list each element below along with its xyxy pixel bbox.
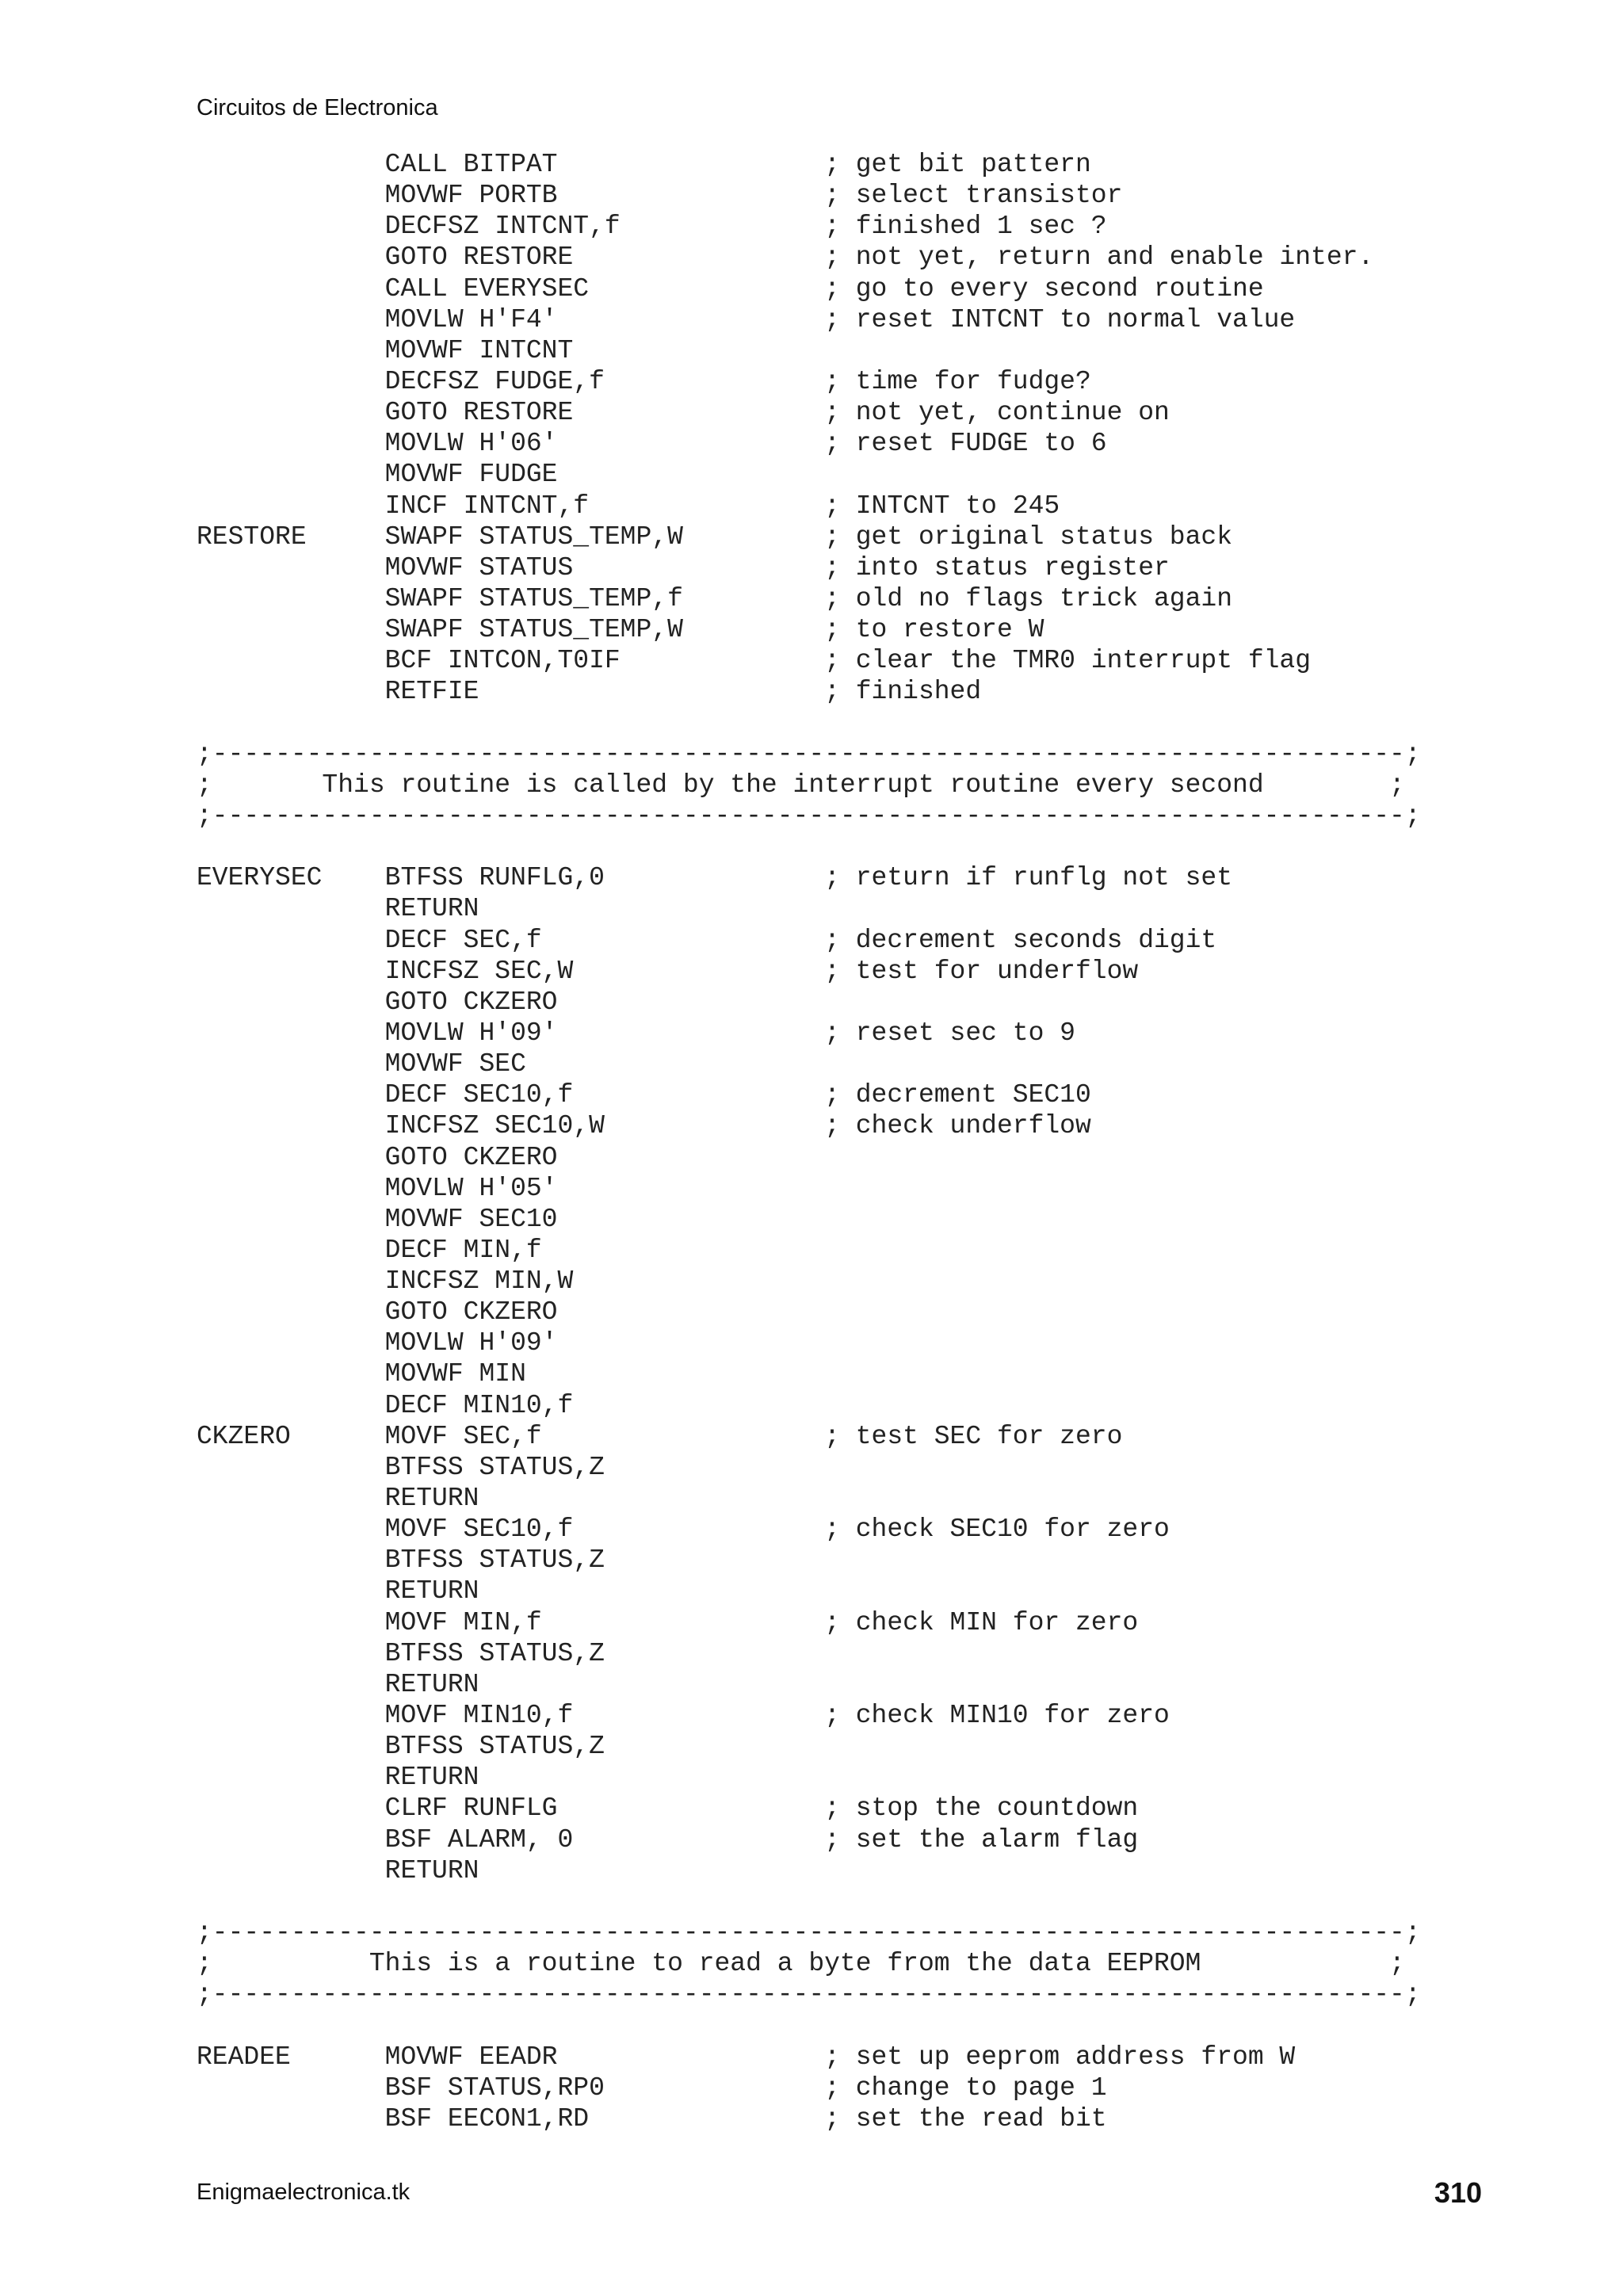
code-line: INCFSZ SEC,W ; test for underflow bbox=[197, 956, 1139, 986]
code-line: SWAPF STATUS_TEMP,W ; to restore W bbox=[197, 615, 1044, 645]
code-line bbox=[197, 1886, 1421, 1917]
code-line: MOVF MIN,f ; check MIN for zero bbox=[197, 1607, 1139, 1637]
code-line: DECF SEC10,f ; decrement SEC10 bbox=[197, 1080, 1091, 1110]
code-line: CALL EVERYSEC ; go to every second routine bbox=[197, 273, 1264, 304]
code-line: BTFSS STATUS,Z bbox=[197, 1732, 605, 1762]
code-line: MOVWF INTCNT bbox=[197, 335, 574, 365]
code-line: MOVWF MIN bbox=[197, 1359, 526, 1389]
code-line: DECFSZ FUDGE,f ; time for fudge? bbox=[197, 366, 1091, 396]
code-line: RETURN bbox=[197, 1855, 479, 1885]
code-line: RETURN bbox=[197, 1669, 479, 1699]
code-line: EVERYSEC BTFSS RUNFLG,0 ; return if runflg not set bbox=[197, 863, 1233, 893]
code-line: ;----------------------------------------------------------------------------; bbox=[197, 800, 1421, 831]
code-line: GOTO CKZERO bbox=[197, 987, 558, 1017]
page-number: 310 bbox=[1434, 2176, 1482, 2209]
footer-site: Enigmaelectronica.tk bbox=[197, 2179, 411, 2205]
code-line: ; This routine is called by the interrupt routine every second ; bbox=[197, 770, 1405, 800]
code-line: GOTO CKZERO bbox=[197, 1297, 558, 1328]
code-line: CLRF RUNFLG ; stop the countdown bbox=[197, 1794, 1139, 1824]
code-line: MOVLW H'09' ; reset sec to 9 bbox=[197, 1018, 1075, 1048]
code-line: ;----------------------------------------------------------------------------; bbox=[197, 1980, 1421, 2010]
code-line: INCFSZ SEC10,W ; check underflow bbox=[197, 1111, 1091, 1141]
code-line: MOVLW H'F4' ; reset INTCNT to normal value bbox=[197, 304, 1296, 334]
code-line: RESTORE SWAPF STATUS_TEMP,W ; get original status back bbox=[197, 521, 1233, 552]
code-line: BSF STATUS,RP0 ; change to page 1 bbox=[197, 2073, 1107, 2103]
code-line: DECF SEC,f ; decrement seconds digit bbox=[197, 925, 1217, 955]
code-line: RETURN bbox=[197, 1484, 479, 1514]
code-line: READEE MOVWF EEADR ; set up eeprom address from W bbox=[197, 2042, 1296, 2072]
code-line: GOTO RESTORE ; not yet, continue on bbox=[197, 398, 1170, 428]
code-line: CKZERO MOVF SEC,f ; test SEC for zero bbox=[197, 1421, 1123, 1451]
code-line: ;----------------------------------------------------------------------------; bbox=[197, 1918, 1421, 1948]
code-line bbox=[197, 708, 1421, 739]
code-line: MOVLW H'09' bbox=[197, 1328, 558, 1358]
code-line: MOVLW H'06' ; reset FUDGE to 6 bbox=[197, 429, 1107, 459]
code-listing bbox=[197, 149, 1421, 2134]
code-line: INCFSZ MIN,W bbox=[197, 1266, 574, 1297]
code-line bbox=[197, 2010, 1421, 2041]
code-line: BTFSS STATUS,Z bbox=[197, 1638, 605, 1668]
code-line: BTFSS STATUS,Z bbox=[197, 1545, 605, 1576]
code-line: RETURN bbox=[197, 1576, 479, 1606]
code-line: MOVLW H'05' bbox=[197, 1173, 558, 1203]
code-line: DECF MIN10,f bbox=[197, 1390, 574, 1420]
code-line: DECF MIN,f bbox=[197, 1235, 542, 1265]
code-line: ;----------------------------------------------------------------------------; bbox=[197, 739, 1421, 769]
code-line: DECFSZ INTCNT,f ; finished 1 sec ? bbox=[197, 212, 1107, 242]
code-line: SWAPF STATUS_TEMP,f ; old no flags trick again bbox=[197, 583, 1233, 613]
code-line: MOVWF SEC bbox=[197, 1049, 526, 1079]
page-header: Circuitos de Electronica bbox=[197, 95, 438, 120]
code-line: BCF INTCON,T0IF ; clear the TMR0 interrupt flag bbox=[197, 646, 1312, 676]
code-line: MOVWF FUDGE bbox=[197, 460, 558, 490]
code-line: INCF INTCNT,f ; INTCNT to 245 bbox=[197, 491, 1060, 521]
code-line: RETFIE ; finished bbox=[197, 677, 982, 707]
code-line: MOVF SEC10,f ; check SEC10 for zero bbox=[197, 1515, 1170, 1545]
code-line bbox=[197, 831, 1421, 862]
code-line: RETURN bbox=[197, 1763, 479, 1793]
code-line: MOVWF PORTB ; select transistor bbox=[197, 181, 1123, 211]
code-line: BSF EECON1,RD ; set the read bit bbox=[197, 2103, 1107, 2134]
code-line: GOTO CKZERO bbox=[197, 1142, 558, 1172]
code-line: ; This is a routine to read a byte from the data EEPROM ; bbox=[197, 1949, 1405, 1979]
code-line: MOVWF STATUS ; into status register bbox=[197, 552, 1170, 583]
code-line: BTFSS STATUS,Z bbox=[197, 1452, 605, 1482]
code-line: GOTO RESTORE ; not yet, return and enable inter. bbox=[197, 243, 1374, 273]
code-line: CALL BITPAT ; get bit pattern bbox=[197, 150, 1091, 179]
code-line: MOVF MIN10,f ; check MIN10 for zero bbox=[197, 1701, 1170, 1731]
code-line: MOVWF SEC10 bbox=[197, 1204, 558, 1234]
code-line: RETURN bbox=[197, 894, 479, 924]
code-line: BSF ALARM, 0 ; set the alarm flag bbox=[197, 1824, 1139, 1855]
